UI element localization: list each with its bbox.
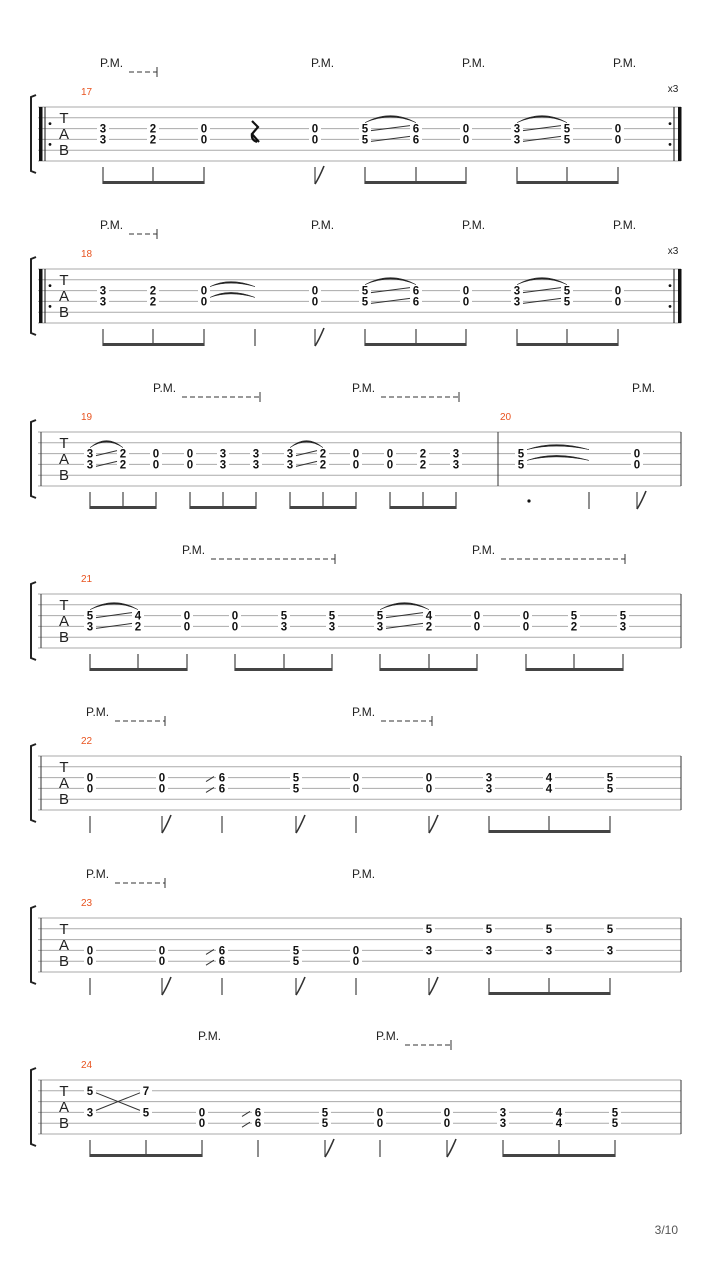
tab-letter-a: A [58,937,70,954]
fret-number: 0 [614,134,622,147]
measure-number: 23 [81,898,93,909]
repeat-start-thick-bar [39,107,43,161]
beam [90,506,156,509]
note-flag [162,977,171,995]
fret-number: 0 [198,1107,206,1120]
tab-letter-b: B [58,467,70,484]
fret-number: 0 [198,1118,206,1131]
fret-number: 5 [570,610,578,623]
repeat-dot [49,305,52,308]
palm-mute-label: P.M. [632,381,656,395]
tab-letter-t: T [59,435,69,452]
tie [210,292,255,297]
fret-number: 5 [292,772,300,785]
fret-number: 0 [158,945,166,958]
fret-number: 0 [462,285,470,298]
fret-number: 2 [149,296,157,309]
fret-number: 0 [183,610,191,623]
fret-number: 0 [614,296,622,309]
fret-number: 5 [563,296,571,309]
repeat-end-thick-bar [678,269,682,323]
slur [517,116,567,123]
fret-number: 3 [499,1107,507,1120]
fret-number: 0 [614,123,622,136]
beam [235,668,332,671]
fret-number: 0 [473,621,481,634]
fret-number: 3 [485,945,493,958]
tie [210,282,255,287]
fret-number: 3 [513,296,521,309]
fret-number: 5 [611,1118,619,1131]
fret-number: 0 [311,123,319,136]
tab-letter-t: T [59,759,69,776]
fret-number: 4 [555,1107,563,1120]
fret-number: 2 [319,459,327,472]
beam [365,343,466,346]
fret-number: 3 [606,945,614,958]
tie [527,445,589,450]
tab-letter-b: B [58,304,70,321]
fret-number: 2 [149,285,157,298]
palm-mute-label: P.M. [472,543,496,557]
fret-number: 0 [462,134,470,147]
fret-number: 6 [412,123,420,136]
fret-number: 5 [280,610,288,623]
tab-letter-a: A [58,288,70,305]
fret-number: 0 [386,448,394,461]
fret-number: 0 [462,123,470,136]
fret-number: 0 [231,610,239,623]
note-flag [296,815,305,833]
tab-letter-t: T [59,110,69,127]
fret-number: 5 [142,1107,150,1120]
tab-letter-a: A [58,613,70,630]
beam [290,506,356,509]
tab-letter-t: T [59,921,69,938]
beam [517,343,618,346]
fret-number: 3 [485,783,493,796]
measure-number: 19 [81,412,93,423]
fret-number: 3 [425,945,433,958]
fret-number: 0 [158,783,166,796]
fret-number: 0 [311,285,319,298]
fret-number: 5 [292,783,300,796]
fret-number: 5 [361,123,369,136]
palm-mute-label: P.M. [462,56,486,70]
fret-number: 5 [563,134,571,147]
beam [489,992,610,995]
fret-number: 3 [86,448,94,461]
note-flag [429,977,438,995]
fret-number: 5 [425,923,433,936]
fret-number: 6 [412,285,420,298]
slur [290,441,323,448]
note-flag [315,328,324,346]
fret-number: 3 [280,621,288,634]
note-flag [325,1139,334,1157]
palm-mute-label: P.M. [376,1029,400,1043]
fret-number: 6 [254,1107,262,1120]
fret-number: 5 [86,1085,94,1098]
fret-number: 0 [425,772,433,785]
fret-number: 5 [292,945,300,958]
fret-number: 2 [149,123,157,136]
palm-mute-label: P.M. [613,56,637,70]
beam [517,181,618,184]
fret-number: 0 [152,448,160,461]
fret-number: 2 [570,621,578,634]
fret-number: 3 [513,285,521,298]
fret-number: 0 [352,956,360,969]
fret-number: 2 [419,459,427,472]
fret-number: 0 [311,296,319,309]
fret-number: 4 [425,610,433,623]
fret-number: 3 [99,296,107,309]
tab-system [31,67,682,184]
fret-number: 0 [633,459,641,472]
fret-number: 5 [361,134,369,147]
fret-number: 0 [86,772,94,785]
tab-letter-t: T [59,597,69,614]
palm-mute-label: P.M. [100,218,124,232]
measure-number: 21 [81,574,93,585]
palm-mute-label: P.M. [100,56,124,70]
fret-number: 6 [412,134,420,147]
fret-number: 0 [231,621,239,634]
fret-number: 5 [517,448,525,461]
tab-system [31,1040,681,1157]
tab-letter-a: A [58,451,70,468]
system-bracket [31,582,36,660]
tab-letter-b: B [58,791,70,808]
beam [103,343,204,346]
fret-number: 5 [563,123,571,136]
fret-number: 3 [99,123,107,136]
tab-letter-b: B [58,142,70,159]
page-number: 3/10 [654,1223,678,1237]
fret-number: 6 [412,296,420,309]
repeat-dot [669,284,672,287]
fret-number: 3 [286,448,294,461]
tab-letter-a: A [58,126,70,143]
note-flag [296,977,305,995]
palm-mute-label: P.M. [86,705,110,719]
fret-number: 0 [86,945,94,958]
beam [503,1154,615,1157]
repeat-dot [669,305,672,308]
tab-letter-a: A [58,775,70,792]
fret-number: 2 [319,448,327,461]
fret-number: 6 [218,956,226,969]
fret-number: 3 [99,285,107,298]
fret-number: 3 [499,1118,507,1131]
fret-number: 5 [606,923,614,936]
repeat-count: x3 [667,246,679,257]
tab-letter-b: B [58,629,70,646]
measure-number: 20 [500,412,512,423]
fret-number: 3 [376,621,384,634]
fret-number: 3 [99,134,107,147]
fret-number: 0 [425,783,433,796]
beam [103,181,204,184]
fret-number: 3 [619,621,627,634]
palm-mute-label: P.M. [613,218,637,232]
palm-mute-label: P.M. [86,867,110,881]
fret-number: 0 [352,945,360,958]
repeat-dot [49,143,52,146]
fret-number: 3 [452,459,460,472]
beam [90,668,187,671]
palm-mute-label: P.M. [352,381,376,395]
fret-number: 5 [485,923,493,936]
tab-letter-b: B [58,1115,70,1132]
palm-mute-label: P.M. [198,1029,222,1043]
fret-number: 3 [545,945,553,958]
fret-number: 3 [219,459,227,472]
palm-mute-label: P.M. [182,543,206,557]
fret-number: 3 [513,123,521,136]
fret-number: 0 [633,448,641,461]
fret-number: 0 [376,1107,384,1120]
fret-number: 0 [86,783,94,796]
fret-number: 0 [152,459,160,472]
fret-number: 5 [321,1107,329,1120]
fret-number: 0 [443,1118,451,1131]
repeat-start-thick-bar [39,269,43,323]
fret-number: 0 [352,448,360,461]
tab-system [31,229,682,346]
tab-letter-t: T [59,1083,69,1100]
fret-number: 6 [218,783,226,796]
tie [527,455,589,460]
quarter-rest [252,121,259,142]
fret-number: 0 [183,621,191,634]
fret-number: 3 [86,1107,94,1120]
rhythm-dot [527,499,530,502]
beam [526,668,623,671]
repeat-dot [49,284,52,287]
fret-number: 5 [361,296,369,309]
system-bracket [31,95,36,173]
fret-number: 4 [134,610,142,623]
system-bracket [31,906,36,984]
fret-number: 4 [545,772,553,785]
system-bracket [31,744,36,822]
fret-number: 5 [606,772,614,785]
fret-number: 6 [254,1118,262,1131]
fret-number: 5 [292,956,300,969]
palm-mute-label: P.M. [153,381,177,395]
fret-number: 3 [286,459,294,472]
fret-number: 5 [611,1107,619,1120]
slur [90,441,123,448]
fret-number: 0 [200,134,208,147]
note-flag [315,166,324,184]
slur [365,116,416,123]
repeat-count: x3 [667,84,679,95]
fret-number: 5 [376,610,384,623]
fret-number: 0 [311,134,319,147]
fret-number: 3 [252,459,260,472]
fret-number: 5 [606,783,614,796]
fret-number: 0 [158,956,166,969]
fret-number: 5 [545,923,553,936]
fret-number: 0 [473,610,481,623]
fret-number: 0 [352,783,360,796]
palm-mute-label: P.M. [352,705,376,719]
fret-number: 6 [218,945,226,958]
repeat-dot [49,122,52,125]
fret-number: 3 [452,448,460,461]
fret-number: 5 [619,610,627,623]
fret-number: 0 [200,285,208,298]
fret-number: 3 [252,448,260,461]
fret-number: 5 [517,459,525,472]
fret-number: 5 [328,610,336,623]
fret-number: 0 [443,1107,451,1120]
fret-number: 3 [328,621,336,634]
beam [365,181,466,184]
tab-letter-a: A [58,1099,70,1116]
system-bracket [31,257,36,335]
measure-number: 17 [81,87,93,98]
fret-number: 0 [522,621,530,634]
note-flag [429,815,438,833]
palm-mute-label: P.M. [311,56,335,70]
fret-number: 2 [149,134,157,147]
fret-number: 4 [555,1118,563,1131]
fret-number: 4 [545,783,553,796]
fret-number: 5 [86,610,94,623]
palm-mute-label: P.M. [462,218,486,232]
fret-number: 0 [186,448,194,461]
slur [380,603,429,610]
measure-number: 24 [81,1060,93,1071]
system-bracket [31,420,36,498]
fret-number: 0 [200,296,208,309]
note-flag [162,815,171,833]
measure-number: 22 [81,736,93,747]
system-bracket [31,1068,36,1146]
slur [365,278,416,285]
repeat-dot [669,143,672,146]
beam [390,506,456,509]
slur [517,278,567,285]
tab-system [31,878,681,995]
fret-number: 2 [134,621,142,634]
fret-number: 3 [86,459,94,472]
note-flag [637,491,646,509]
fret-number: 0 [386,459,394,472]
fret-number: 3 [86,621,94,634]
tab-system [31,554,681,671]
tab-letter-b: B [58,953,70,970]
fret-number: 0 [352,459,360,472]
fret-number: 3 [219,448,227,461]
fret-number: 0 [186,459,194,472]
fret-number: 5 [563,285,571,298]
palm-mute-label: P.M. [311,218,335,232]
fret-number: 0 [158,772,166,785]
fret-number: 0 [376,1118,384,1131]
fret-number: 6 [218,772,226,785]
fret-number: 0 [522,610,530,623]
fret-number: 0 [352,772,360,785]
beam [380,668,477,671]
repeat-end-thick-bar [678,107,682,161]
fret-number: 2 [425,621,433,634]
beam [190,506,256,509]
fret-number: 3 [485,772,493,785]
fret-number: 5 [361,285,369,298]
measure-number: 18 [81,249,93,260]
repeat-dot [669,122,672,125]
fret-number: 5 [321,1118,329,1131]
fret-number: 3 [513,134,521,147]
beam [489,830,610,833]
fret-number: 0 [200,123,208,136]
fret-number: 2 [419,448,427,461]
fret-number: 0 [614,285,622,298]
beam [90,1154,202,1157]
tab-letter-t: T [59,272,69,289]
fret-number: 2 [119,459,127,472]
fret-number: 0 [462,296,470,309]
fret-number: 7 [142,1085,150,1098]
fret-number: 0 [86,956,94,969]
note-flag [447,1139,456,1157]
palm-mute-label: P.M. [352,867,376,881]
slur [90,603,138,610]
fret-number: 2 [119,448,127,461]
